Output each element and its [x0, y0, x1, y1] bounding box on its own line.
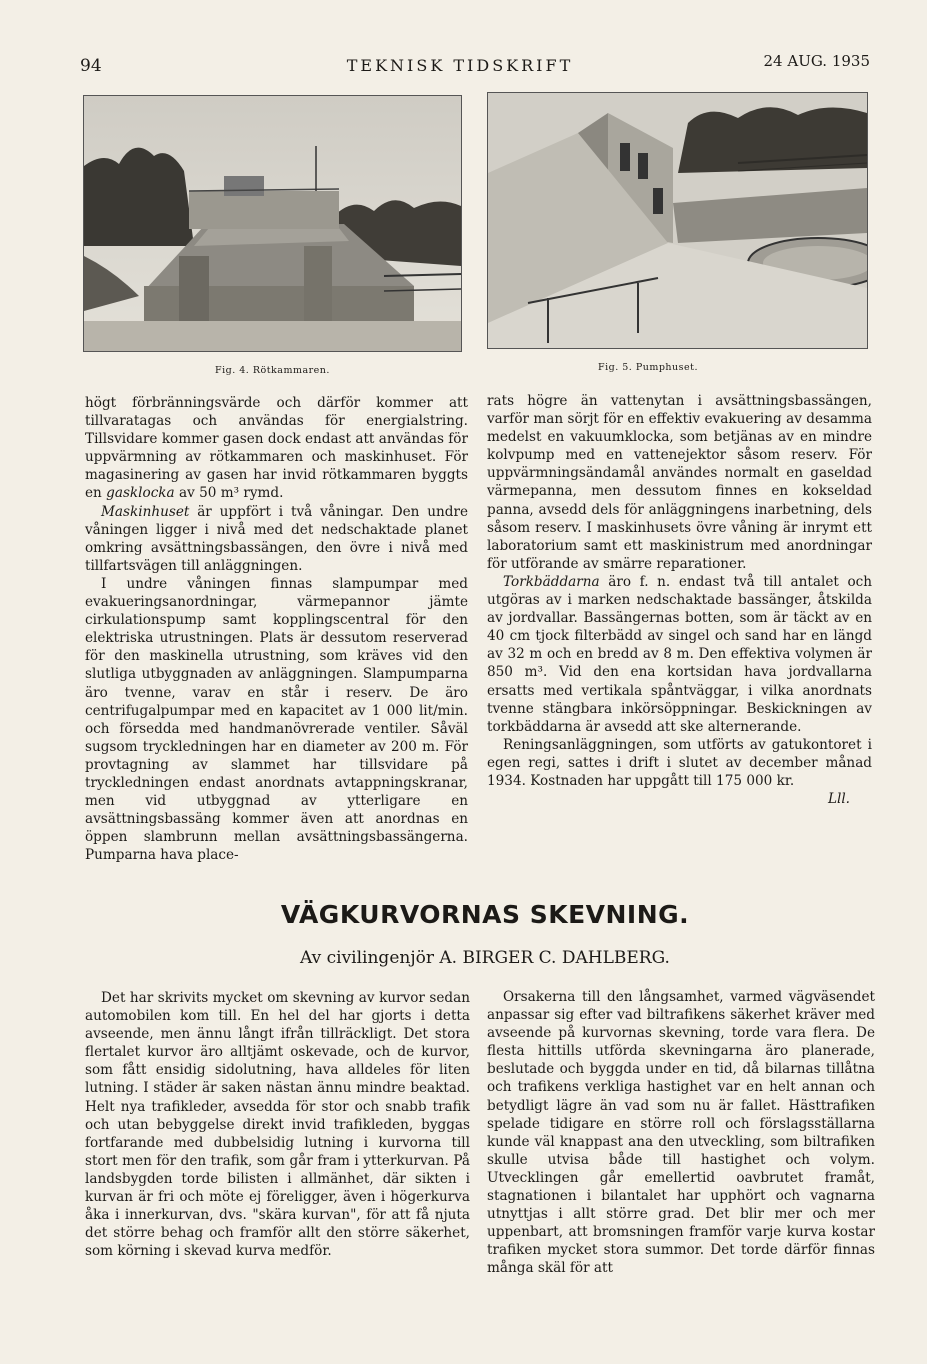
photo-digestion-chamber	[83, 95, 462, 352]
figure-5-caption: Fig. 5. Pumphuset.	[598, 362, 699, 373]
article-byline: Av civilingenjör A. BIRGER C. DAHLBERG.	[300, 948, 670, 968]
text-column-3	[85, 989, 470, 1260]
text-column-1	[85, 394, 468, 864]
paragraph: Reningsanläggningen, som utförts av gatukontoret i egen regi, sattes i drift i slutet av december månad 1934. Kostnaden har uppgått till 175 000 kr.	[487, 736, 872, 789]
text-column-4	[487, 988, 875, 1278]
paragraph: Torkbäddarna äro f. n. endast två till antalet och utgöras av i marken nedschaktade bassänger, åtskilda av jordvallar. Bassängernas botten, som är täckt av en 40 cm tjock filterbädd av singel och sand har en längd av 32 m och en bredd av 8 m. Den effektiva volymen är 850 m³. Vid den ena kortsidan hava jordvallarna ersatts med vertikala spåntväggar, i vilka anordnats tvenne stängbara inkörsöppningar. Beskickningen av torkbäddarna är avsedd att ske alternerande.	[487, 573, 873, 735]
paragraph: Maskinhuset är uppfört i två våningar. Den undre våningen ligger i nivå med det nedschaktade planet omkring avsättningsbassängen, den övre i nivå med tillfartsvägen till anläggningen.	[85, 503, 468, 574]
paragraph: högt förbränningsvärde och därför kommer att tillvaratagas och användas för energialstring. Tillsvidare kommer gasen dock endast att användas för uppvärmning av rötkammaren och maskinhuset. För magasinering av gasen har invid rötkammaren byggts en gasklocka av 50 m³ rymd.	[85, 395, 468, 502]
article-title: VÄGKURVORNAS SKEVNING.	[280, 900, 690, 929]
page-number: 94	[80, 56, 102, 76]
photo-pump-house	[487, 92, 868, 349]
author-signature: Lll.	[827, 791, 850, 808]
paragraph: rats högre än vattenytan i avsättningsbassängen, varför man sörjt för en effektiv evakuering av desamma medelst en vakuumklocka, som betjänas av en mindre kolvpump med en vattenejektor såsom reserv. För uppvärmningsändamål användes normalt en gaseldad värmepanna, men dessutom finnes en kokseldad panna, avsedd dels för anläggningens inarbetning, dels såsom reserv. I maskinhusets övre våning är inrymt ett laboratorium samt ett maskinistrum med anordningar för utförande av smärre reparationer.	[487, 393, 872, 572]
paragraph: Orsakerna till den långsamhet, varmed vägväsendet anpassar sig efter vad biltrafikens säkerhet kräver med avseende på kurvornas skevning, torde vara flera. De flesta hittills utförda skevningarna äro planerade, beslutade och byggda under en tid, då bilarnas tillåtna och trafikens verkliga hastighet var en helt annan och betydligt lägre än vad som nu är fallet. Hästtrafiken spelade tidigare en större roll och förslagsställarna kunde väl knappast ana den utveckling, som biltrafiken skulle utvisa både till hastighet och volym. Utvecklingen går emellertid oavbrutet framåt, stagnationen i bilantalet har upphört och vagnarna utnyttjas i allt större grad. Det blir mer och mer uppenbart, att bromsningen framför varje kurva kostar trafiken mycket stora summor. Det torde därför finnas många skäl för att	[487, 989, 875, 1277]
journal-title: TEKNISK TIDSKRIFT	[346, 56, 574, 75]
issue-date: 24 AUG. 1935	[763, 52, 870, 70]
text-column-2	[487, 392, 872, 808]
paragraph: Det har skrivits mycket om skevning av kurvor sedan automobilen kom till. En hel del har gjorts i detta avseende, men ännu långt ifrån tillräckligt. Det stora flertalet kurvor äro alltjämt oskevade, och de kurvor, som fått ensidig sidolutning, hava alldeles för liten lutning. I städer är saken nästan ännu mindre beaktad. Helt nya trafikleder, avsedda för stor och snabb trafik och utan bebyggelse direkt invid trafikleden, byggas fortfarande med dubbelsidig lutning i kurvorna till stort men för den trafik, som går fram i ytterkurvan. På landsbygden torde bilisten i allmänhet, där sikten i kurvan är fri och möte ej föreligger, även i högerkurva åka i innerkurvan, dvs. "skära kurvan", för att få njuta det större behag och framför allt den större säkerhet, som körning i skevad kurva medför.	[85, 990, 470, 1260]
paragraph: I undre våningen finnas slampumpar med evakueringsanordningar, värmepannor jämte cirkulationspump samt kopplingscentral för den elektriska utrustningen. Plats är dessutom reserverad för den maskinella utrustning, som kräves vid den slutliga utbyggnaden av anläggningen. Slampumparna äro tvenne, varav en står i reserv. De äro centrifugalpumpar med en kapacitet av 1 000 lit/min. och försedda med handmanövrerade ventiler. Såväl sugsom tryckledningen har en diameter av 200 m. För provtagning av slammet har tillsvidare på tryckledningen endast anordnats avtappningskranar, men vid utbyggnad av ytterligare en avsättningsbassäng kommer även att anordnas en öppen slambrunn mellan avsättningsbassängerna. Pumparna hava place-	[85, 575, 468, 864]
figure-4-caption: Fig. 4. Rötkammaren.	[215, 365, 330, 376]
